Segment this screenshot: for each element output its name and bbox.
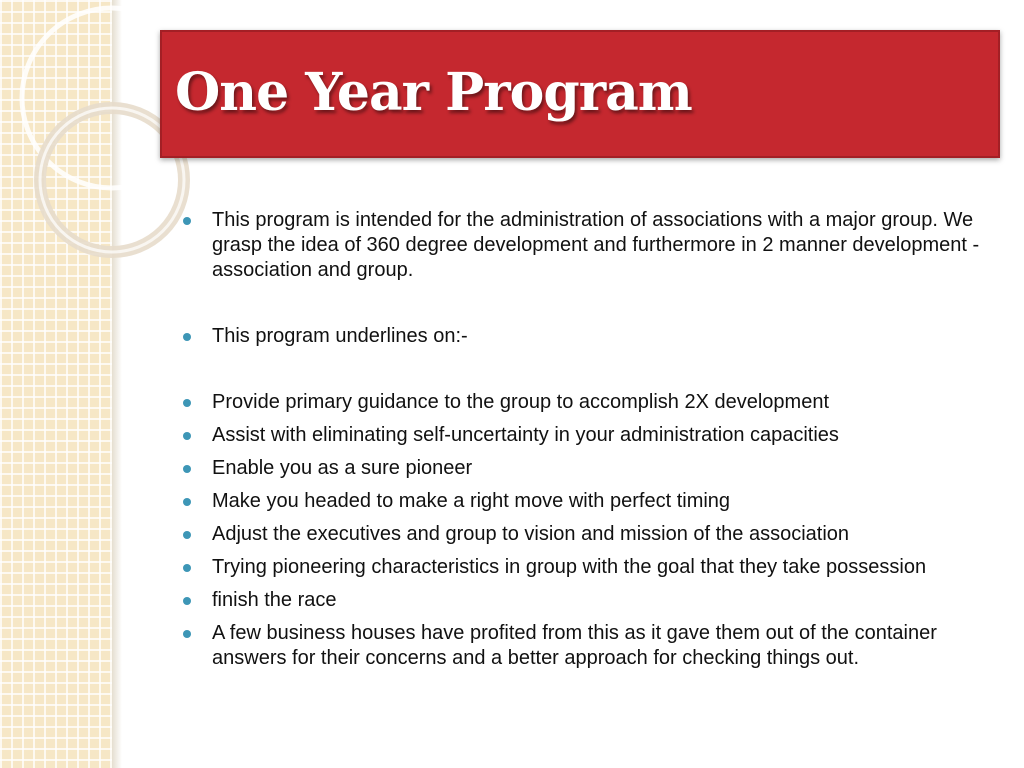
bullet-item: [180, 522, 980, 547]
bullet-dot-icon: [183, 597, 191, 605]
bullet-list: [180, 208, 980, 679]
bullet-text: Trying pioneering characteristics in group with the goal that they take possession: [212, 556, 927, 578]
bullet-item: [180, 324, 980, 349]
bullet-text: finish the race: [212, 589, 337, 611]
bullet-dot-icon: [183, 399, 191, 407]
bullet-text: Make you headed to make a right move with perfect timing: [212, 490, 731, 512]
bullet-dot-icon: [183, 630, 191, 638]
bullet-text: Assist with eliminating self-uncertainty in your administration capacities: [212, 424, 839, 446]
bullet-dot-icon: [183, 217, 191, 225]
bullet-item: [180, 621, 980, 671]
bullet-text: A few business houses have profited from this as it gave them out of the container answers for their concerns and a better approach for checking things out.: [212, 622, 937, 669]
bullet-text: This program is intended for the administration of associations with a major group. We grasp the idea of 360 degree development and furthermore in 2 manner development - association and group.: [212, 209, 980, 281]
bullet-item: [180, 390, 980, 415]
bullet-dot-icon: [183, 465, 191, 473]
bullet-item: [180, 588, 980, 613]
bullet-dot-icon: [183, 531, 191, 539]
bullet-dot-icon: [183, 333, 191, 341]
bullet-item: [180, 208, 980, 283]
bullet-item: [180, 555, 980, 580]
bullet-text: This program underlines on:-: [212, 325, 468, 347]
title-banner: [160, 30, 1000, 158]
bullet-dot-icon: [183, 432, 191, 440]
bullet-item: [180, 423, 980, 448]
bullet-item: [180, 456, 980, 481]
decorative-rings: [0, 0, 140, 270]
bullet-dot-icon: [183, 498, 191, 506]
bullet-text: Enable you as a sure pioneer: [212, 457, 473, 479]
bullet-item: [180, 489, 980, 514]
bullet-dot-icon: [183, 564, 191, 572]
bullet-text: Adjust the executives and group to vision and mission of the association: [212, 523, 850, 545]
bullet-text: Provide primary guidance to the group to accomplish 2X development: [212, 391, 830, 413]
slide-title: One Year Program: [175, 62, 692, 123]
